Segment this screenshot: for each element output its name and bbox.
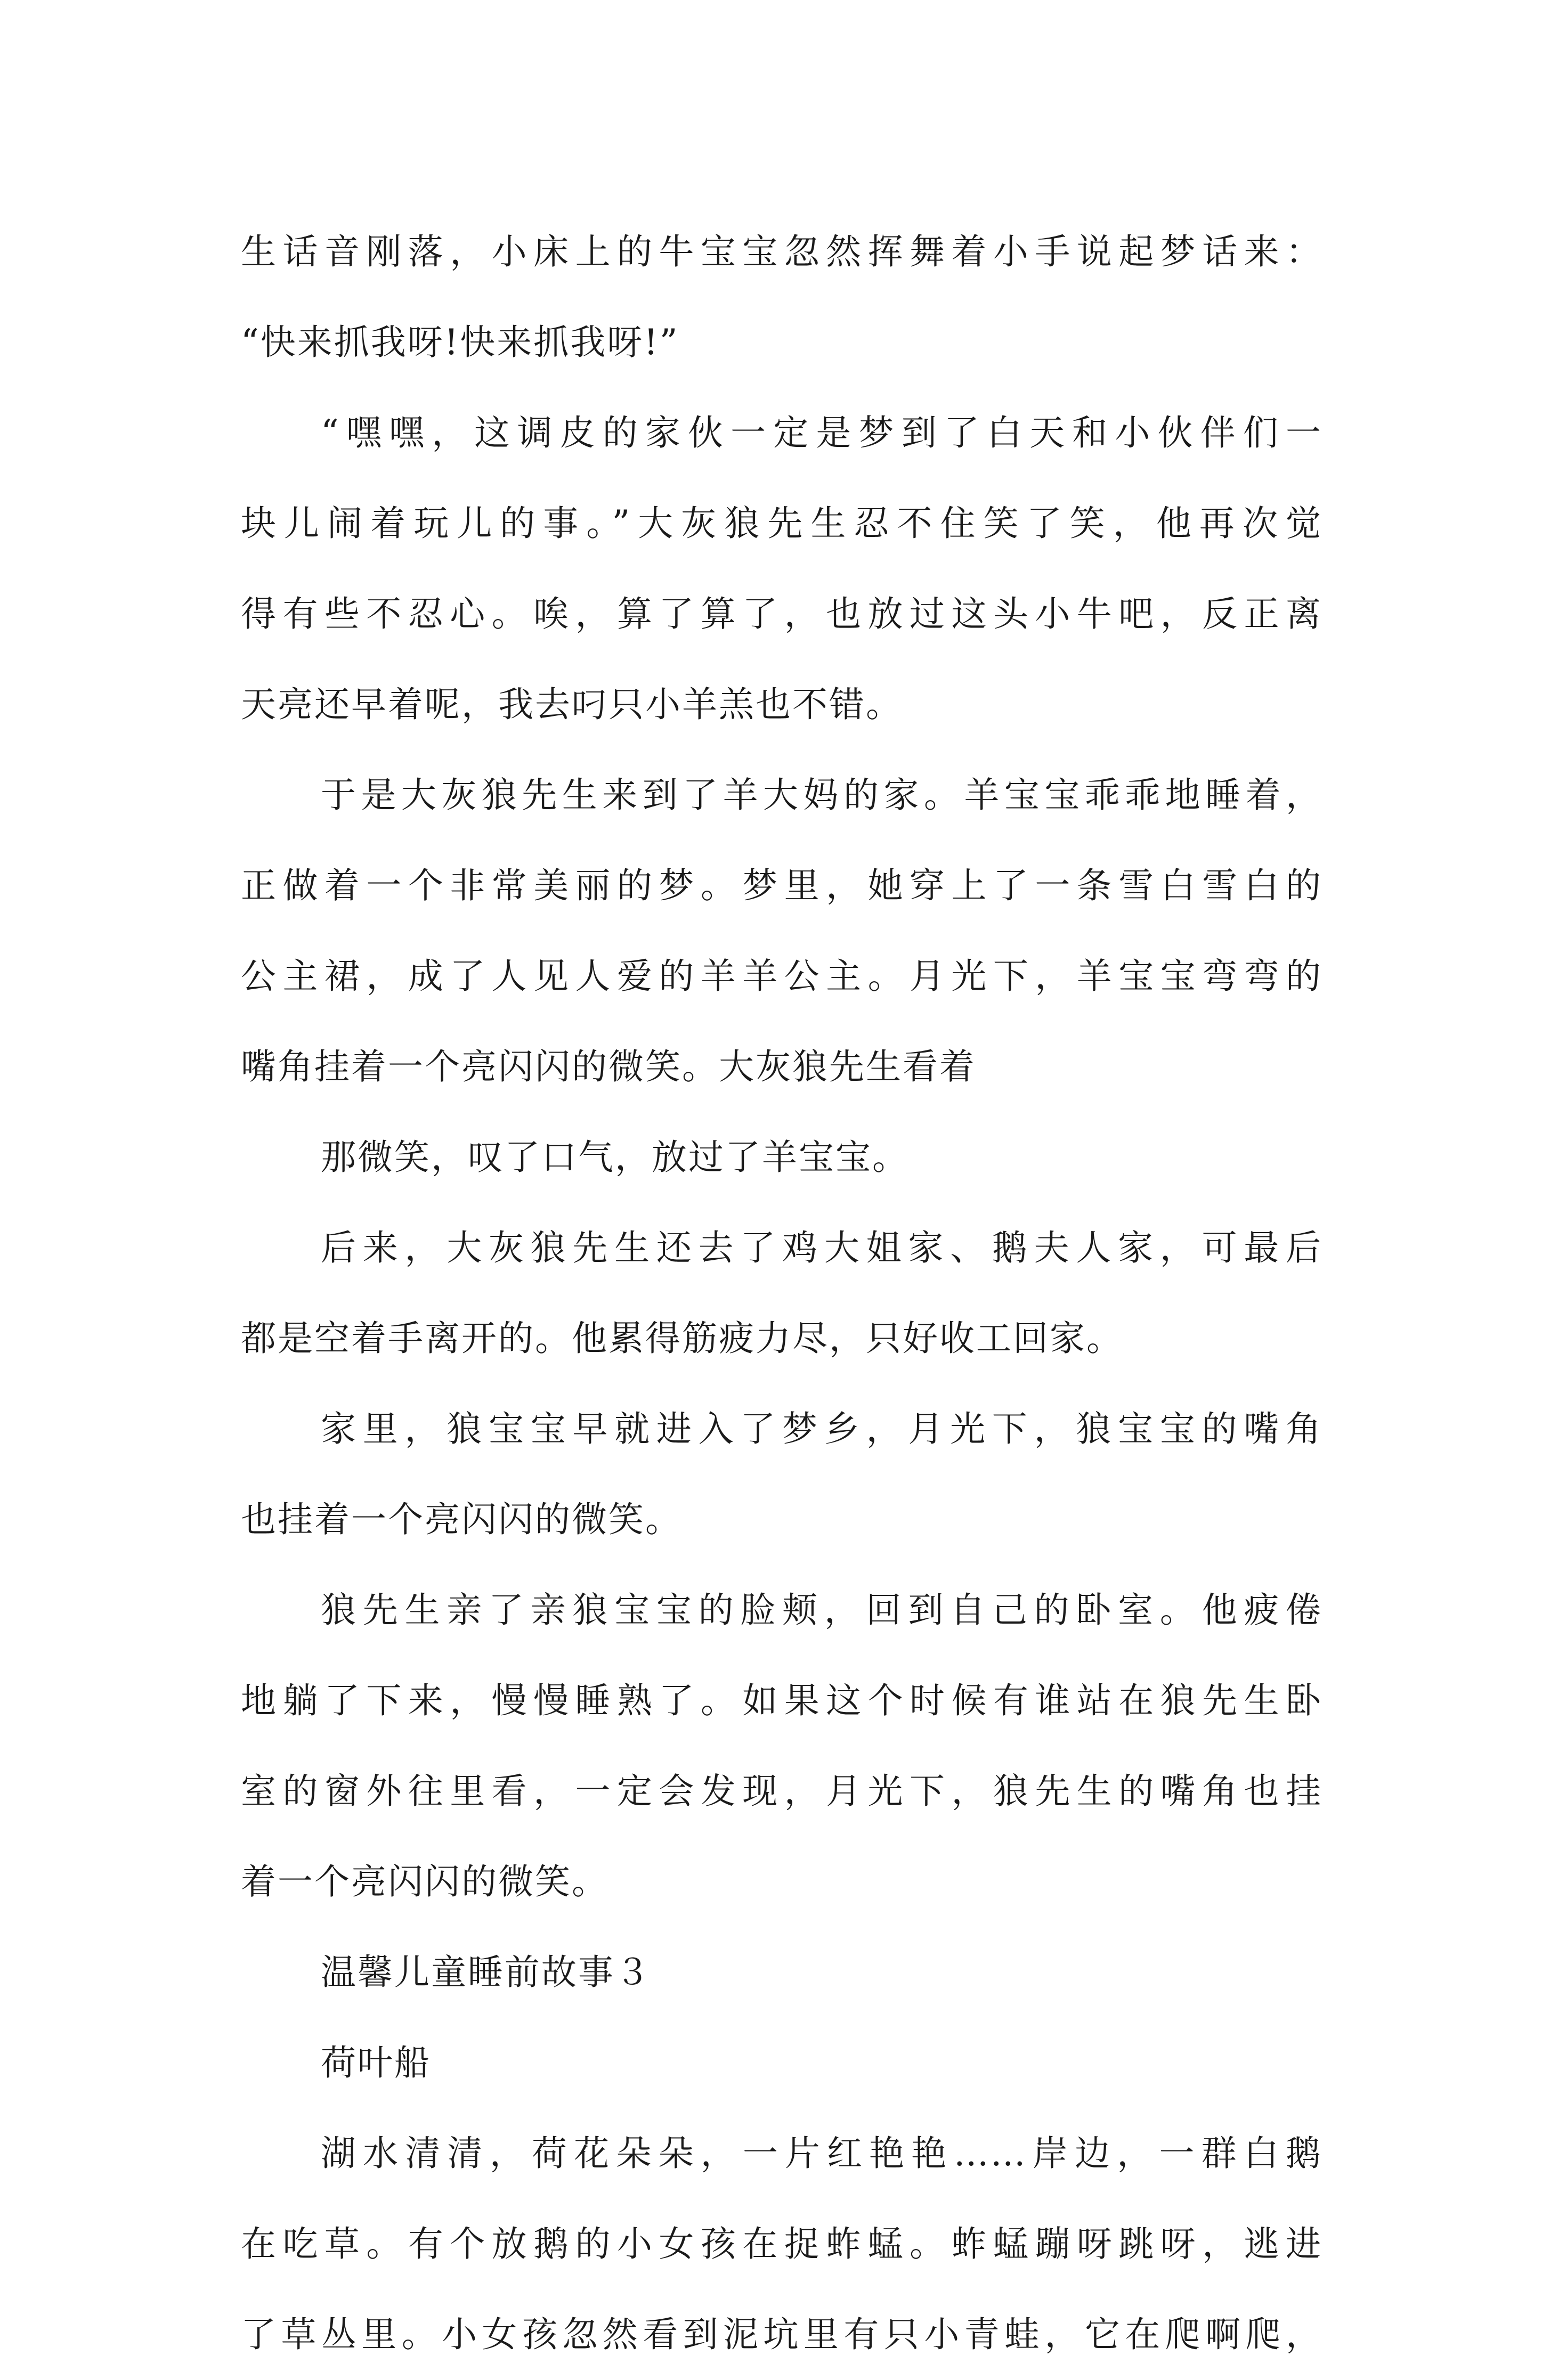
text-line: 了草丛里。小女孩忽然看到泥坑里有只小青蛙，它在爬啊爬， — [241, 2314, 1322, 2355]
text-line: 正做着一个非常美丽的梦。梦里，她穿上了一条雪白雪白的 — [241, 865, 1322, 906]
text-line: 荷叶船 — [321, 2042, 431, 2083]
text-line: 那微笑，叹了口气，放过了羊宝宝。 — [321, 1137, 909, 1178]
text-line: 温馨儿童睡前故事３ — [321, 1952, 652, 1993]
text-line: 在吃草。有个放鹅的小女孩在捉蚱蜢。蚱蜢蹦呀跳呀，逃进 — [241, 2223, 1322, 2264]
text-line: 狼先生亲了亲狼宝宝的脸颊，回到自己的卧室。他疲倦 — [321, 1590, 1322, 1631]
text-line: 湖水清清，荷花朵朵，一片红艳艳……岸边，一群白鹅 — [321, 2133, 1322, 2174]
text-line: 着一个亮闪闪的微笑。 — [241, 1861, 608, 1902]
text-line: 后来，大灰狼先生还去了鸡大姐家、鹅夫人家，可最后 — [321, 1227, 1322, 1268]
text-line: 于是大灰狼先生来到了羊大妈的家。羊宝宝乖乖地睡着， — [321, 775, 1322, 816]
text-line: 天亮还早着呢，我去叼只小羊羔也不错。 — [241, 684, 903, 725]
text-line: 都是空着手离开的。他累得筋疲力尽，只好收工回家。 — [241, 1318, 1123, 1359]
text-line: 嘴角挂着一个亮闪闪的微笑。大灰狼先生看着 — [241, 1046, 976, 1087]
text-line: 家里，狼宝宝早就进入了梦乡，月光下，狼宝宝的嘴角 — [321, 1408, 1322, 1449]
body-text — [241, 207, 1322, 2380]
text-line: 地躺了下来，慢慢睡熟了。如果这个时候有谁站在狼先生卧 — [241, 1680, 1322, 1721]
text-line: 公主裙，成了人见人爱的羊羊公主。月光下，羊宝宝弯弯的 — [241, 956, 1322, 997]
text-line: 生话音刚落，小床上的牛宝宝忽然挥舞着小手说起梦话来： — [241, 231, 1322, 272]
text-line: 得有些不忍心。唉，算了算了，也放过这头小牛吧，反正离 — [241, 593, 1322, 634]
text-line: 室的窗外往里看，一定会发现，月光下，狼先生的嘴角也挂 — [241, 1771, 1322, 1812]
text-line: 也挂着一个亮闪闪的微笑。 — [241, 1499, 682, 1540]
text-line: “快来抓我呀!快来抓我呀!” — [241, 322, 679, 363]
text-line: “嘿嘿，这调皮的家伙一定是梦到了白天和小伙伴们一 — [321, 412, 1322, 453]
text-line: 块儿闹着玩儿的事。”大灰狼先生忍不住笑了笑，他再次觉 — [241, 503, 1322, 544]
